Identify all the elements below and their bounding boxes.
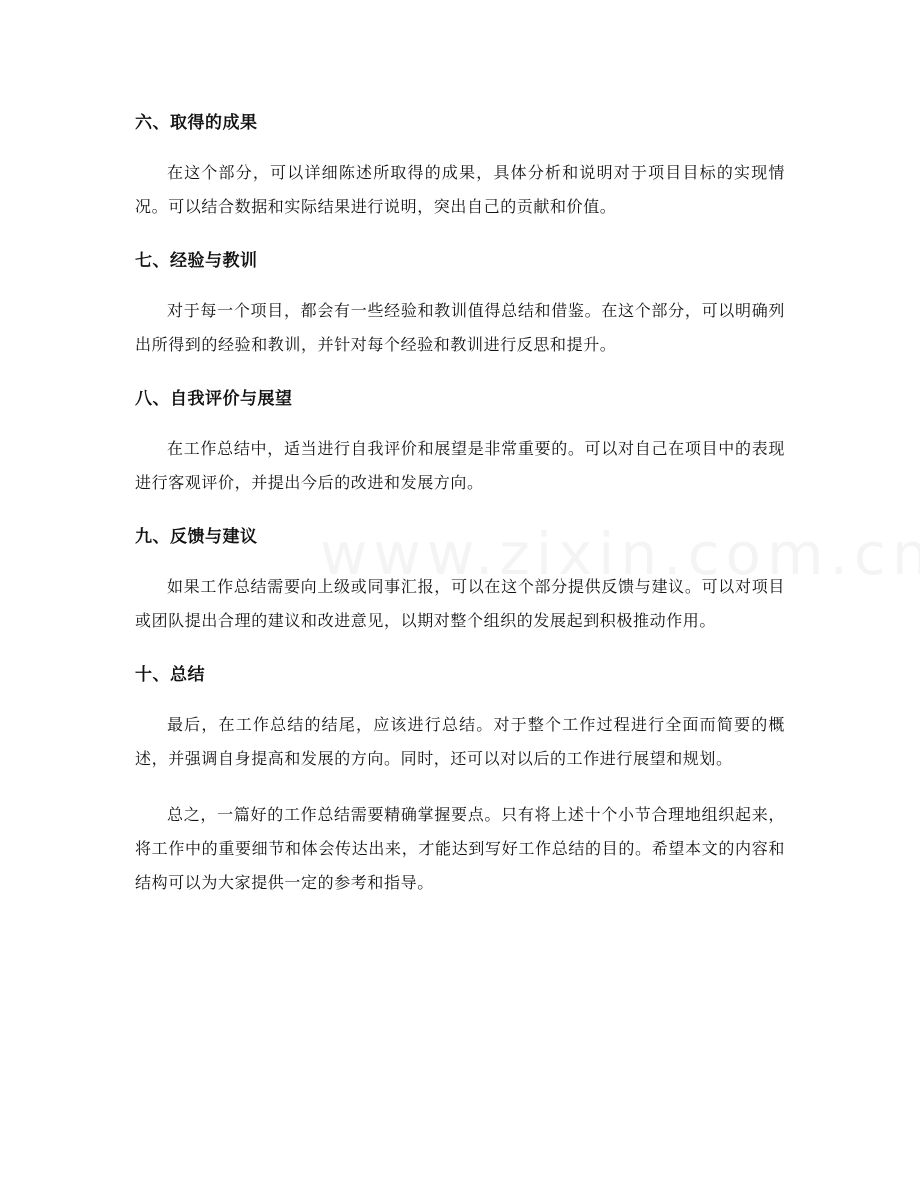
section-heading: 八、自我评价与展望 [135,389,293,409]
section-heading: 七、经验与教训 [135,251,258,271]
paragraph: 总之，一篇好的工作总结需要精确掌握要点。只有将上述十个小节合理地组织起来，将工作中的重要细节和体会传达出来，才能达到写好工作总结的目的。希望本文的内容和结构可以为大家提供一定的参考和指导。 [135,805,785,892]
paragraph: 在工作总结中，适当进行自我评价和展望是非常重要的。可以对自己在项目中的表现进行客观评价，并提出今后的改进和发展方向。 [135,439,785,492]
paragraph: 对于每一个项目，都会有一些经验和教训值得总结和借鉴。在这个部分，可以明确列出所得到的经验和教训，并针对每个经验和教训进行反思和提升。 [135,301,785,354]
section-8 [135,384,785,500]
paragraph: 最后，在工作总结的结尾，应该进行总结。对于整个工作过程进行全面而简要的概述，并强调自身提高和发展的方向。同时，还可以对以后的工作进行展望和规划。 [135,715,785,768]
section-heading: 十、总结 [135,665,205,685]
section-heading: 九、反馈与建议 [135,527,258,547]
section-heading: 六、取得的成果 [135,113,258,133]
paragraph: 如果工作总结需要向上级或同事汇报，可以在这个部分提供反馈与建议。可以对项目或团队提出合理的建议和改进意见，以期对整个组织的发展起到积极推动作用。 [135,577,785,630]
document-body [135,108,785,922]
section-6 [135,108,785,224]
section-10 [135,660,785,900]
section-7 [135,246,785,362]
paragraph: 在这个部分，可以详细陈述所取得的成果，具体分析和说明对于项目目标的实现情况。可以结合数据和实际结果进行说明，突出自己的贡献和价值。 [135,163,785,216]
section-9 [135,522,785,638]
